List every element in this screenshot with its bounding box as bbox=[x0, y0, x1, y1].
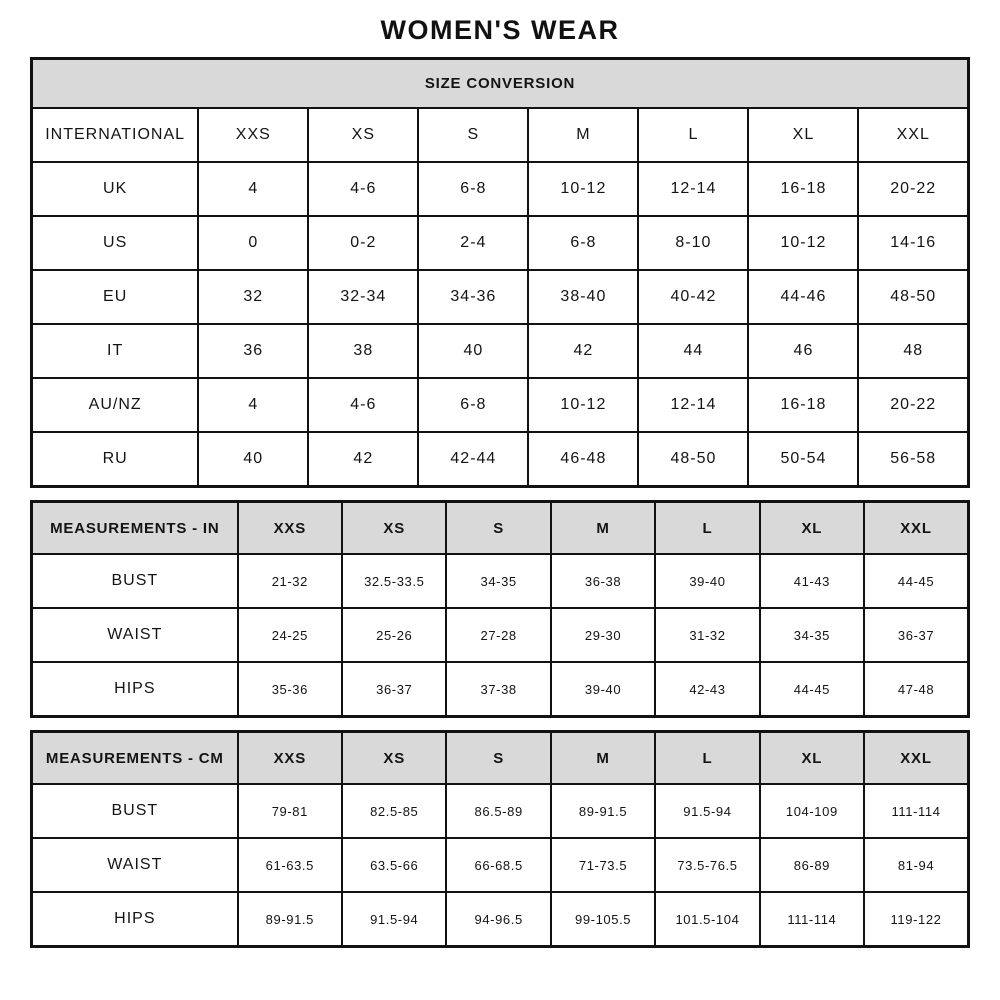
size-cell: 42 bbox=[528, 324, 638, 378]
size-cell: 48-50 bbox=[858, 270, 968, 324]
measurement-cell: 101.5-104 bbox=[655, 892, 759, 947]
row-label-hips: HIPS bbox=[32, 662, 238, 717]
col-header-s: S bbox=[418, 108, 528, 162]
row-label-bust: BUST bbox=[32, 784, 238, 838]
size-cell: 48 bbox=[858, 324, 968, 378]
row-label-waist: WAIST bbox=[32, 838, 238, 892]
measurement-cell: 104-109 bbox=[760, 784, 864, 838]
measurement-cell: 89-91.5 bbox=[551, 784, 655, 838]
size-chart-page bbox=[30, 0, 970, 948]
measurement-cell: 66-68.5 bbox=[446, 838, 550, 892]
page-title: WOMEN'S WEAR bbox=[380, 15, 620, 45]
size-cell: 16-18 bbox=[748, 162, 858, 216]
measurements-in-header-row bbox=[32, 502, 969, 555]
measurement-cell: 91.5-94 bbox=[655, 784, 759, 838]
size-cell: 46 bbox=[748, 324, 858, 378]
measurement-cell: 29-30 bbox=[551, 608, 655, 662]
size-cell: 4-6 bbox=[308, 162, 418, 216]
size-cell: 56-58 bbox=[858, 432, 968, 487]
table-row-hips-in bbox=[32, 662, 969, 717]
measurement-cell: 89-91.5 bbox=[238, 892, 342, 947]
measurements-cm-header-row bbox=[32, 732, 969, 785]
size-cell: 10-12 bbox=[528, 162, 638, 216]
col-header-m: M bbox=[551, 502, 655, 555]
measurement-cell: 99-105.5 bbox=[551, 892, 655, 947]
size-cell: 20-22 bbox=[858, 162, 968, 216]
measurement-cell: 47-48 bbox=[864, 662, 968, 717]
table-row-bust-cm bbox=[32, 784, 969, 838]
col-header-xl: XL bbox=[760, 502, 864, 555]
row-label-uk: UK bbox=[32, 162, 199, 216]
row-label-it: IT bbox=[32, 324, 199, 378]
col-header-xxl: XXL bbox=[858, 108, 968, 162]
size-cell: 4 bbox=[198, 378, 308, 432]
size-cell: 46-48 bbox=[528, 432, 638, 487]
size-cell: 6-8 bbox=[528, 216, 638, 270]
table-row-waist-in bbox=[32, 608, 969, 662]
measurement-cell: 91.5-94 bbox=[342, 892, 446, 947]
table-row-uk bbox=[32, 162, 969, 216]
row-label-hips: HIPS bbox=[32, 892, 238, 947]
row-label-ru: RU bbox=[32, 432, 199, 487]
size-cell: 32 bbox=[198, 270, 308, 324]
measurement-cell: 111-114 bbox=[864, 784, 968, 838]
col-header-s: S bbox=[446, 732, 550, 785]
table-row-ru bbox=[32, 432, 969, 487]
row-label-eu: EU bbox=[32, 270, 199, 324]
size-conversion-title: SIZE CONVERSION bbox=[32, 59, 969, 109]
size-cell: 2-4 bbox=[418, 216, 528, 270]
col-header-xs: XS bbox=[342, 502, 446, 555]
measurement-cell: 63.5-66 bbox=[342, 838, 446, 892]
table-row-eu bbox=[32, 270, 969, 324]
col-header-xxs: XXS bbox=[198, 108, 308, 162]
col-header-measurements-in: MEASUREMENTS - IN bbox=[32, 502, 238, 555]
table-row-us bbox=[32, 216, 969, 270]
col-header-xs: XS bbox=[308, 108, 418, 162]
col-header-m: M bbox=[551, 732, 655, 785]
size-cell: 36 bbox=[198, 324, 308, 378]
measurement-cell: 21-32 bbox=[238, 554, 342, 608]
col-header-xxl: XXL bbox=[864, 732, 968, 785]
measurement-cell: 32.5-33.5 bbox=[342, 554, 446, 608]
measurements-cm-table bbox=[30, 730, 970, 948]
measurement-cell: 25-26 bbox=[342, 608, 446, 662]
size-conversion-band-row bbox=[32, 59, 969, 109]
size-cell: 4-6 bbox=[308, 378, 418, 432]
measurement-cell: 41-43 bbox=[760, 554, 864, 608]
col-header-m: M bbox=[528, 108, 638, 162]
measurement-cell: 94-96.5 bbox=[446, 892, 550, 947]
size-cell: 12-14 bbox=[638, 162, 748, 216]
size-cell: 10-12 bbox=[748, 216, 858, 270]
size-cell: 4 bbox=[198, 162, 308, 216]
measurement-cell: 39-40 bbox=[655, 554, 759, 608]
size-conversion-table bbox=[30, 57, 970, 488]
measurement-cell: 44-45 bbox=[864, 554, 968, 608]
measurement-cell: 111-114 bbox=[760, 892, 864, 947]
col-header-xl: XL bbox=[760, 732, 864, 785]
size-cell: 44 bbox=[638, 324, 748, 378]
size-cell: 44-46 bbox=[748, 270, 858, 324]
measurements-in-table bbox=[30, 500, 970, 718]
table-row-bust-in bbox=[32, 554, 969, 608]
size-cell: 12-14 bbox=[638, 378, 748, 432]
size-cell: 14-16 bbox=[858, 216, 968, 270]
measurement-cell: 24-25 bbox=[238, 608, 342, 662]
size-cell: 20-22 bbox=[858, 378, 968, 432]
row-label-bust: BUST bbox=[32, 554, 238, 608]
row-label-us: US bbox=[32, 216, 199, 270]
col-header-xs: XS bbox=[342, 732, 446, 785]
size-cell: 34-36 bbox=[418, 270, 528, 324]
col-header-l: L bbox=[655, 732, 759, 785]
col-header-xxs: XXS bbox=[238, 502, 342, 555]
measurement-cell: 34-35 bbox=[760, 608, 864, 662]
measurement-cell: 82.5-85 bbox=[342, 784, 446, 838]
measurement-cell: 86.5-89 bbox=[446, 784, 550, 838]
measurement-cell: 81-94 bbox=[864, 838, 968, 892]
col-header-l: L bbox=[655, 502, 759, 555]
col-header-xxl: XXL bbox=[864, 502, 968, 555]
size-cell: 0 bbox=[198, 216, 308, 270]
measurement-cell: 79-81 bbox=[238, 784, 342, 838]
table-row-waist-cm bbox=[32, 838, 969, 892]
col-header-s: S bbox=[446, 502, 550, 555]
row-label-waist: WAIST bbox=[32, 608, 238, 662]
measurement-cell: 36-37 bbox=[342, 662, 446, 717]
size-cell: 6-8 bbox=[418, 378, 528, 432]
measurement-cell: 36-38 bbox=[551, 554, 655, 608]
measurement-cell: 37-38 bbox=[446, 662, 550, 717]
size-cell: 42-44 bbox=[418, 432, 528, 487]
size-cell: 40-42 bbox=[638, 270, 748, 324]
size-cell: 40 bbox=[198, 432, 308, 487]
col-header-xxs: XXS bbox=[238, 732, 342, 785]
size-cell: 10-12 bbox=[528, 378, 638, 432]
measurement-cell: 34-35 bbox=[446, 554, 550, 608]
size-cell: 8-10 bbox=[638, 216, 748, 270]
col-header-international: INTERNATIONAL bbox=[32, 108, 199, 162]
measurement-cell: 27-28 bbox=[446, 608, 550, 662]
col-header-xl: XL bbox=[748, 108, 858, 162]
table-row-hips-cm bbox=[32, 892, 969, 947]
size-cell: 38 bbox=[308, 324, 418, 378]
measurement-cell: 44-45 bbox=[760, 662, 864, 717]
size-cell: 0-2 bbox=[308, 216, 418, 270]
measurement-cell: 71-73.5 bbox=[551, 838, 655, 892]
size-cell: 50-54 bbox=[748, 432, 858, 487]
size-conversion-header-row bbox=[32, 108, 969, 162]
size-cell: 40 bbox=[418, 324, 528, 378]
table-row-aunz bbox=[32, 378, 969, 432]
measurement-cell: 119-122 bbox=[864, 892, 968, 947]
row-label-aunz: AU/NZ bbox=[32, 378, 199, 432]
size-cell: 42 bbox=[308, 432, 418, 487]
size-cell: 16-18 bbox=[748, 378, 858, 432]
size-cell: 38-40 bbox=[528, 270, 638, 324]
measurement-cell: 61-63.5 bbox=[238, 838, 342, 892]
measurement-cell: 73.5-76.5 bbox=[655, 838, 759, 892]
measurement-cell: 86-89 bbox=[760, 838, 864, 892]
col-header-l: L bbox=[638, 108, 748, 162]
measurement-cell: 31-32 bbox=[655, 608, 759, 662]
measurement-cell: 35-36 bbox=[238, 662, 342, 717]
size-cell: 32-34 bbox=[308, 270, 418, 324]
table-row-it bbox=[32, 324, 969, 378]
size-cell: 48-50 bbox=[638, 432, 748, 487]
measurement-cell: 39-40 bbox=[551, 662, 655, 717]
measurement-cell: 36-37 bbox=[864, 608, 968, 662]
measurement-cell: 42-43 bbox=[655, 662, 759, 717]
col-header-measurements-cm: MEASUREMENTS - CM bbox=[32, 732, 238, 785]
size-cell: 6-8 bbox=[418, 162, 528, 216]
